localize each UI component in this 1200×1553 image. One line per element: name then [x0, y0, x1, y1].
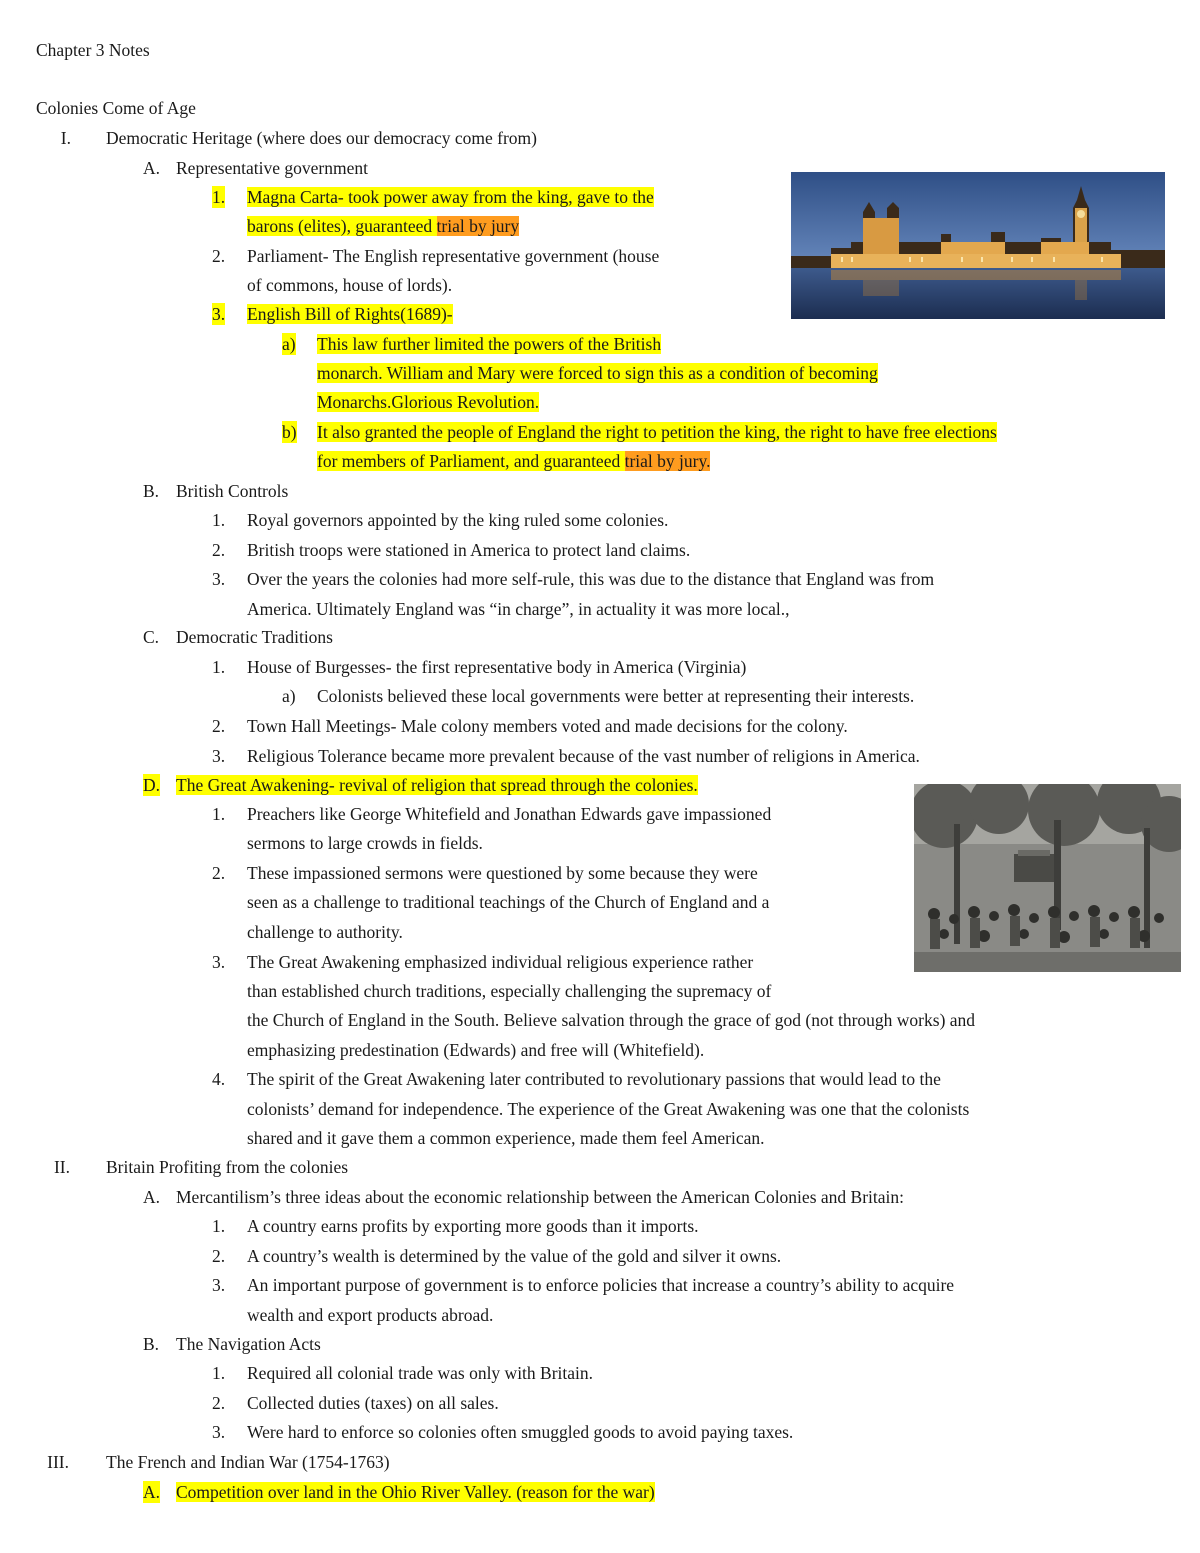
s1-a-2-number: 2.	[212, 246, 226, 266]
s1-d-4-line3: shared and it gave them a common experience, made them feel American.	[247, 1128, 765, 1148]
s1-a-2-line2: of commons, house of lords).	[247, 275, 453, 295]
s1-a-title: Representative government	[176, 158, 368, 178]
section-1-title: Democratic Heritage (where does our democracy come from)	[106, 128, 537, 148]
s1-c-title: Democratic Traditions	[176, 627, 333, 647]
s2-a-2-text: A country’s wealth is determined by the value of the gold and silver it owns.	[247, 1246, 782, 1266]
s1-a-3-a-letter: a)	[282, 334, 296, 354]
s2-a-3-line2: wealth and export products abroad.	[247, 1305, 494, 1325]
s2-a-3-number: 3.	[212, 1275, 226, 1295]
s1-d-2-number: 2.	[212, 863, 226, 883]
s1-c-3-number: 3.	[212, 746, 226, 766]
s1-a-1-line2: barons (elites), guaranteed trial by jury	[247, 216, 520, 236]
s1-c-letter: C.	[143, 627, 160, 647]
s1-c-2-number: 2.	[212, 716, 226, 736]
s1-a-3-b-line2: for members of Parliament, and guaranteed trial by jury.	[317, 451, 711, 471]
s1-a-3-a-line1: This law further limited the powers of the British	[317, 334, 662, 354]
s2-a-title: Mercantilism’s three ideas about the economic relationship between the American Colonies and Britain:	[176, 1187, 904, 1207]
s1-d-3-line4: emphasizing predestination (Edwards) and free will (Whitefield).	[247, 1040, 705, 1060]
s1-b-1-number: 1.	[212, 510, 226, 530]
s2-b-3-number: 3.	[212, 1422, 226, 1442]
s1-b-2-text: British troops were stationed in America to protect land claims.	[247, 540, 691, 560]
s2-a-3-line1: An important purpose of government is to enforce policies that increase a country’s ability to acquire	[247, 1275, 955, 1295]
s2-a-1-number: 1.	[212, 1216, 226, 1236]
s1-d-3-line1: The Great Awakening emphasized individual religious experience rather	[247, 952, 754, 972]
s1-c-1-a-letter: a)	[282, 686, 296, 706]
s1-d-3-line3: the Church of England in the South. Believe salvation through the grace of god (not through works) and	[247, 1010, 976, 1030]
s1-d-title: The Great Awakening- revival of religion that spread through the colonies.	[176, 775, 698, 795]
section-2-title: Britain Profiting from the colonies	[106, 1157, 349, 1177]
s1-b-letter: B.	[143, 481, 160, 501]
section-3-title: The French and Indian War (1754-1763)	[106, 1452, 390, 1472]
s1-b-3-number: 3.	[212, 569, 226, 589]
s1-b-2-number: 2.	[212, 540, 226, 560]
s1-a-1-number: 1.	[212, 187, 226, 207]
s1-a-3-a-line2: monarch. William and Mary were forced to sign this as a condition of becoming	[317, 363, 878, 383]
s1-a-1-line1: Magna Carta- took power away from the king, gave to the	[247, 187, 654, 207]
section-1-number: I.	[60, 128, 71, 148]
s1-d-2-line3: challenge to authority.	[247, 922, 403, 942]
s1-d-letter: D.	[143, 775, 161, 795]
s1-d-1-number: 1.	[212, 804, 226, 824]
s1-c-2-text: Town Hall Meetings- Male colony members voted and made decisions for the colony.	[247, 716, 848, 736]
s1-c-1-number: 1.	[212, 657, 226, 677]
s3-a-letter: A.	[143, 1482, 161, 1502]
s1-a-3-line1: English Bill of Rights(1689)-	[247, 304, 453, 324]
section-2-number: II.	[53, 1157, 70, 1177]
s2-b-2-text: Collected duties (taxes) on all sales.	[247, 1393, 499, 1413]
parliament-photo	[791, 172, 1165, 319]
s2-b-1-number: 1.	[212, 1363, 226, 1383]
s2-b-letter: B.	[143, 1334, 160, 1354]
s1-a-3-b-letter: b)	[282, 422, 297, 442]
s2-b-3-text: Were hard to enforce so colonies often smuggled goods to avoid paying taxes.	[247, 1422, 794, 1442]
s1-c-1-a-text: Colonists believed these local governments were better at representing their interests.	[317, 686, 915, 706]
document-title: Chapter 3 Notes	[36, 40, 150, 60]
s2-b-2-number: 2.	[212, 1393, 226, 1413]
s1-b-3-line1: Over the years the colonies had more self-rule, this was due to the distance that England was from	[247, 569, 935, 589]
s1-d-4-line1: The spirit of the Great Awakening later contributed to revolutionary passions that would lead to the	[247, 1069, 941, 1089]
great-awakening-engraving	[914, 784, 1181, 972]
s1-d-4-line2: colonists’ demand for independence. The experience of the Great Awakening was one that the colonists	[247, 1099, 970, 1119]
s1-a-letter: A.	[143, 158, 161, 178]
s1-d-3-line2: than established church traditions, especially challenging the supremacy of	[247, 981, 772, 1001]
s1-b-title: British Controls	[176, 481, 289, 501]
s2-a-2-number: 2.	[212, 1246, 226, 1266]
highlight-trial-by-jury-2: trial by jury.	[624, 451, 711, 471]
s1-a-2-line1: Parliament- The English representative government (house	[247, 246, 660, 266]
s1-d-4-number: 4.	[212, 1069, 226, 1089]
s1-d-3-number: 3.	[212, 952, 226, 972]
s1-b-3-line2: America. Ultimately England was “in charge”, in actuality it was more local.,	[247, 599, 790, 619]
s3-a-title: Competition over land in the Ohio River Valley. (reason for the war)	[176, 1482, 655, 1502]
s1-a-3-a-line3: Monarchs.Glorious Revolution.	[317, 392, 540, 412]
s2-b-1-text: Required all colonial trade was only with Britain.	[247, 1363, 594, 1383]
s2-b-title: The Navigation Acts	[176, 1334, 321, 1354]
s1-d-2-line1: These impassioned sermons were questioned by some because they were	[247, 863, 758, 883]
s2-a-1-text: A country earns profits by exporting more goods than it imports.	[247, 1216, 699, 1236]
s2-a-letter: A.	[143, 1187, 161, 1207]
s1-c-3-text: Religious Tolerance became more prevalent because of the vast number of religions in America.	[247, 746, 920, 766]
document-subtitle: Colonies Come of Age	[36, 98, 196, 118]
s1-d-1-line2: sermons to large crowds in fields.	[247, 833, 483, 853]
s1-c-1-text: House of Burgesses- the first representative body in America (Virginia)	[247, 657, 747, 677]
s1-b-1-text: Royal governors appointed by the king ruled some colonies.	[247, 510, 669, 530]
highlight-trial-by-jury: trial by jury	[436, 216, 520, 236]
s1-a-3-number: 3.	[212, 304, 226, 324]
s1-a-3-b-line1: It also granted the people of England the right to petition the king, the right to have free elections	[317, 422, 997, 442]
section-3-number: III.	[47, 1452, 69, 1472]
s1-d-2-line2: seen as a challenge to traditional teachings of the Church of England and a	[247, 892, 770, 912]
s1-d-1-line1: Preachers like George Whitefield and Jonathan Edwards gave impassioned	[247, 804, 772, 824]
